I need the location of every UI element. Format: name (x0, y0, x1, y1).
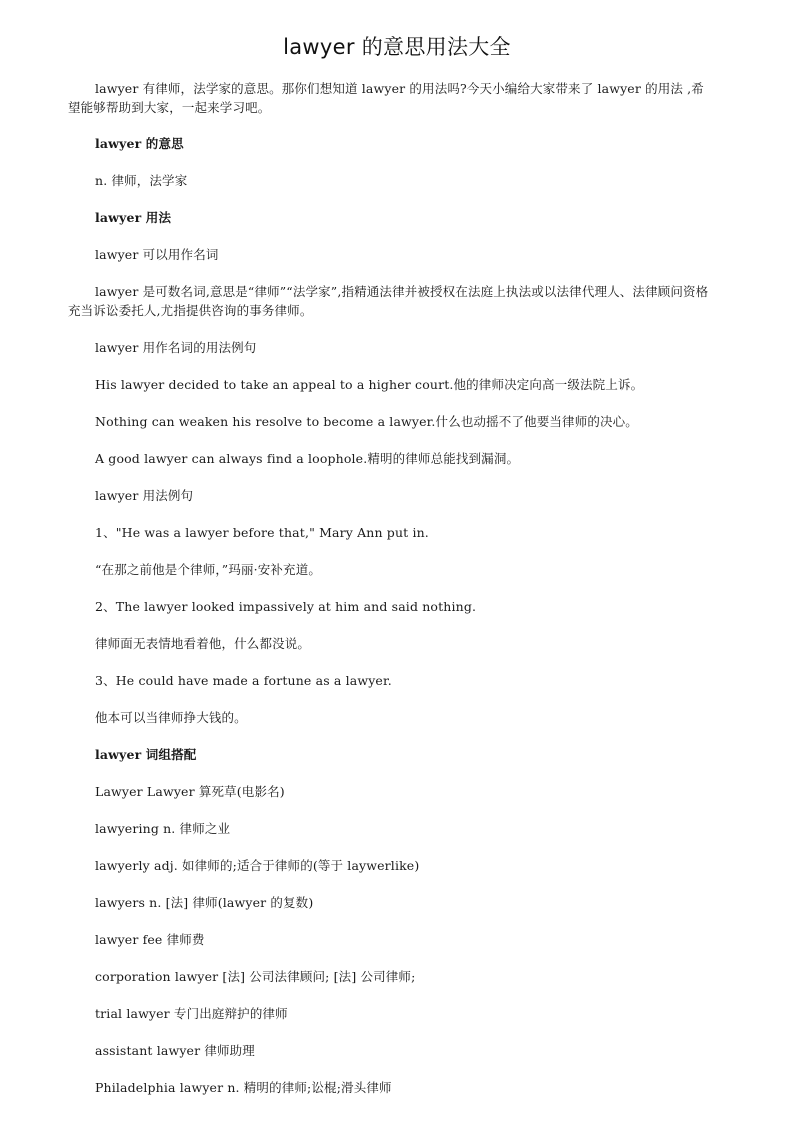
collocation-line: lawyerly adj. 如律师的;适合于律师的(等于 laywerlike) (95, 858, 420, 873)
example-line: 1、"He was a lawyer before that," Mary Ann put in. (95, 525, 429, 540)
meaning-heading: lawyer 的意思 (95, 136, 184, 151)
collocation-line: lawyering n. 律师之业 (95, 821, 231, 836)
collocation-line: lawyer fee 律师费 (95, 932, 205, 947)
collocation-line: Lawyer Lawyer 算死草(电影名) (95, 784, 285, 799)
example-line: “在那之前他是个律师，”玛丽·安补充道。 (95, 562, 322, 577)
example-line: 律师面无表情地看着他，什么都没说。 (95, 636, 311, 651)
example-line: 3、He could have made a fortune as a lawyer. (95, 673, 392, 688)
document-body (68, 79, 714, 1097)
noun-example-line: His lawyer decided to take an appeal to a higher court.他的律师决定向高一级法院上诉。 (95, 377, 644, 392)
example-line: 2、The lawyer looked impassively at him and said nothing. (95, 599, 477, 614)
usage-description: lawyer 是可数名词,意思是“律师”“法学家”,指精通法律并被授权在法庭上执法或以法律代理人、法律顾问资格充当诉讼委托人,尤指提供咨询的事务律师。 (68, 284, 709, 318)
collocation-line: lawyers n. [法] 律师(lawyer 的复数) (95, 895, 314, 910)
intro-paragraph: lawyer 有律师，法学家的意思。那你们想知道 lawyer 的用法吗?今天小编给大家带来了 lawyer 的用法 ,希望能够帮助到大家，一起来学习吧。 (68, 81, 704, 115)
collocation-line: corporation lawyer [法] 公司法律顾问; [法] 公司律师; (95, 969, 416, 984)
example-line: 他本可以当律师挣大钱的。 (95, 710, 247, 725)
usage-heading: lawyer 用法 (95, 210, 172, 225)
collocation-line: trial lawyer 专门出庭辩护的律师 (95, 1006, 288, 1021)
examples-heading: lawyer 用法例句 (95, 488, 194, 503)
meaning-text: n. 律师，法学家 (95, 173, 188, 188)
collocations-heading: lawyer 词组搭配 (95, 747, 197, 762)
page-title: lawyer 的意思用法大全 (283, 35, 511, 59)
noun-examples-heading: lawyer 用作名词的用法例句 (95, 340, 257, 355)
usage-noun-text: lawyer 可以用作名词 (95, 247, 219, 262)
collocation-line: Philadelphia lawyer n. 精明的律师;讼棍;滑头律师 (95, 1080, 392, 1095)
noun-example-line: A good lawyer can always find a loophole.精明的律师总能找到漏洞。 (95, 451, 520, 466)
collocation-line: assistant lawyer 律师助理 (95, 1043, 255, 1058)
noun-example-line: Nothing can weaken his resolve to become a lawyer.什么也动摇不了他要当律师的决心。 (95, 414, 638, 429)
